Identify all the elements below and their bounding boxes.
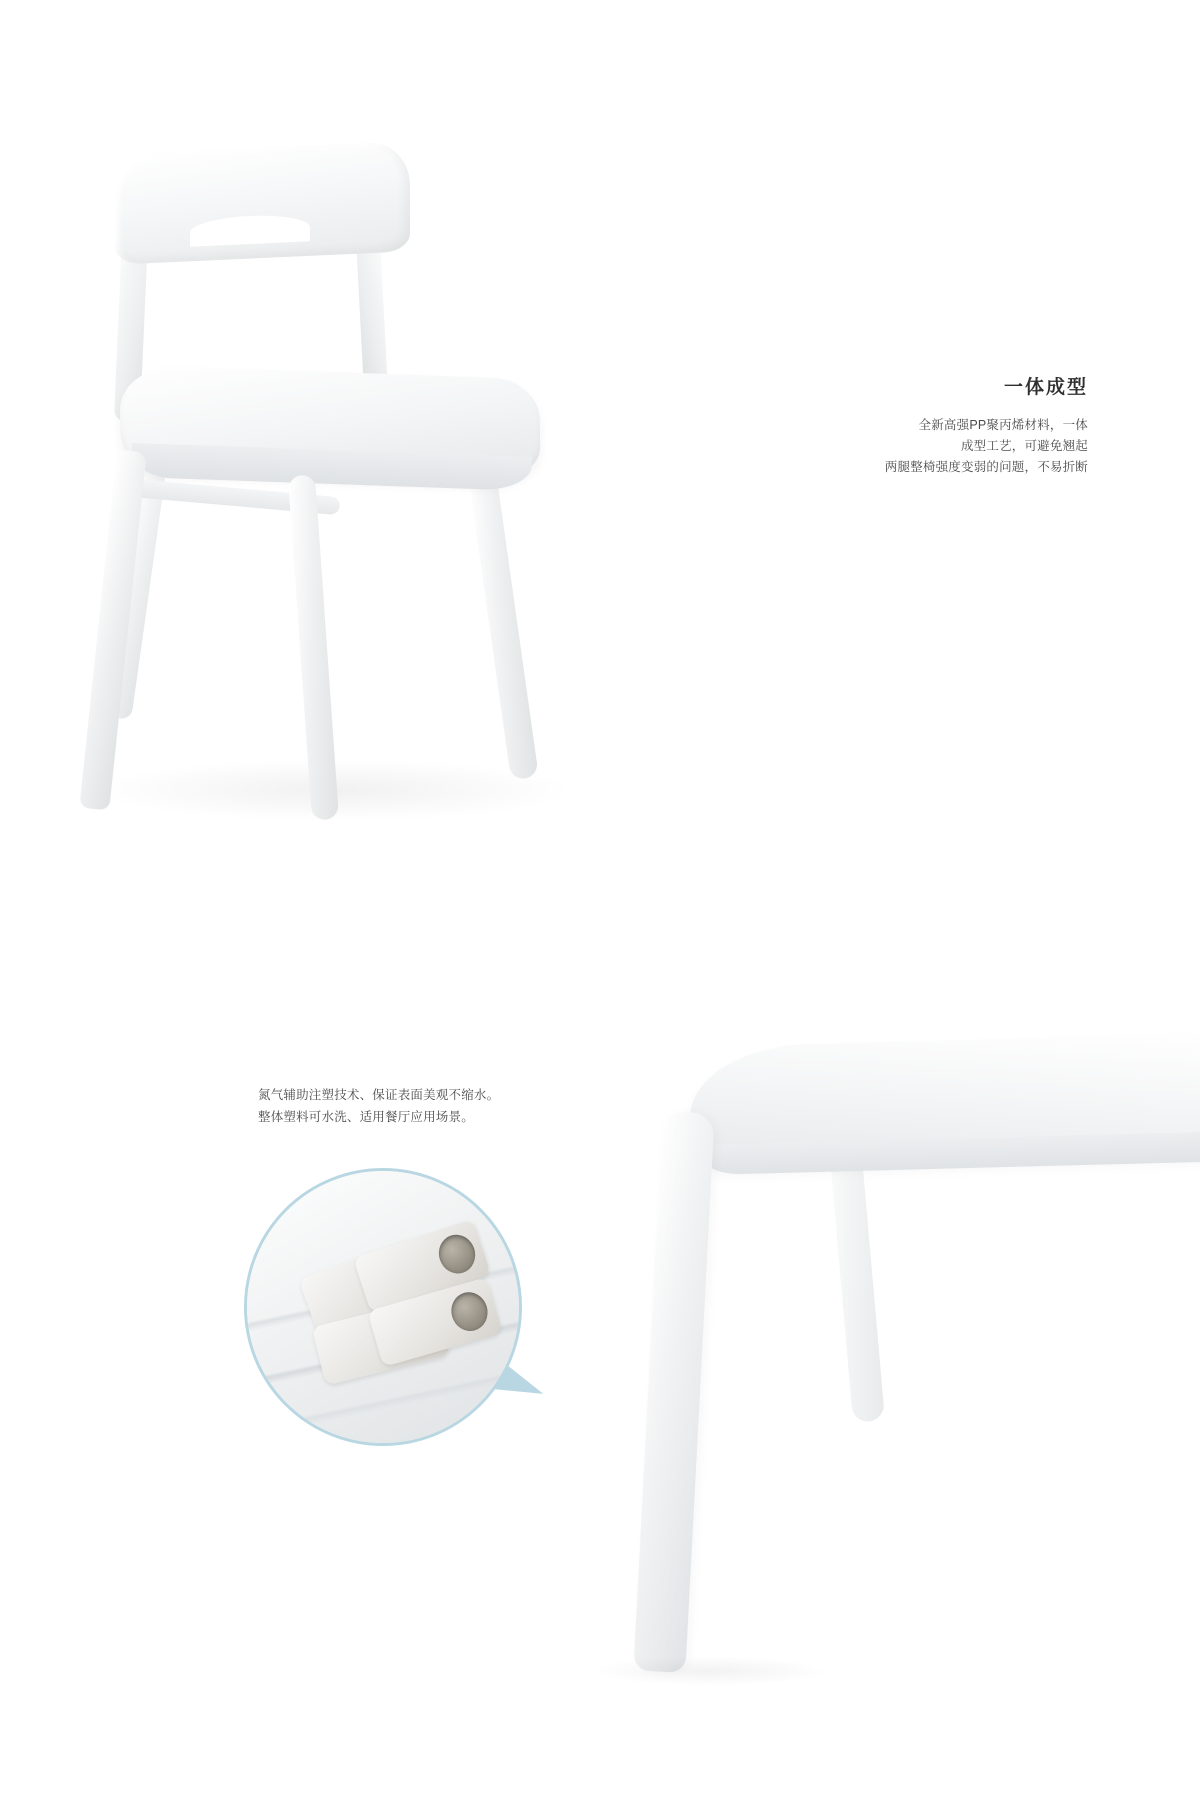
material-callout — [244, 1168, 516, 1440]
callout-circle — [244, 1168, 522, 1446]
overview-caption-line-3: 两腿整椅强度变弱的问题，不易折断 — [884, 460, 1088, 474]
chair-backrest — [115, 141, 410, 264]
closeup-shadow — [590, 1656, 830, 1686]
chair-leg-back-right — [465, 450, 539, 781]
tube-hole — [447, 1288, 492, 1335]
section-material-detail — [0, 1060, 1200, 1808]
overview-caption-line-2: 成型工艺，可避免翘起 — [960, 439, 1088, 453]
material-caption-line-1: 氮气辅助注塑技术、保证表面美观不缩水。 — [258, 1088, 500, 1102]
overview-caption-body — [758, 415, 1088, 478]
material-caption — [258, 1084, 658, 1128]
chair-product-image — [60, 120, 620, 850]
tube-hole — [434, 1230, 480, 1278]
overview-caption — [758, 372, 1088, 478]
overview-caption-line-1: 全新高强PP聚丙烯材料，一体 — [918, 418, 1088, 432]
material-caption-line-2: 整体塑料可水洗、适用餐厅应用场景。 — [258, 1110, 474, 1124]
closeup-leg-primary — [633, 1111, 714, 1673]
overview-caption-title: 一体成型 — [1003, 377, 1088, 398]
